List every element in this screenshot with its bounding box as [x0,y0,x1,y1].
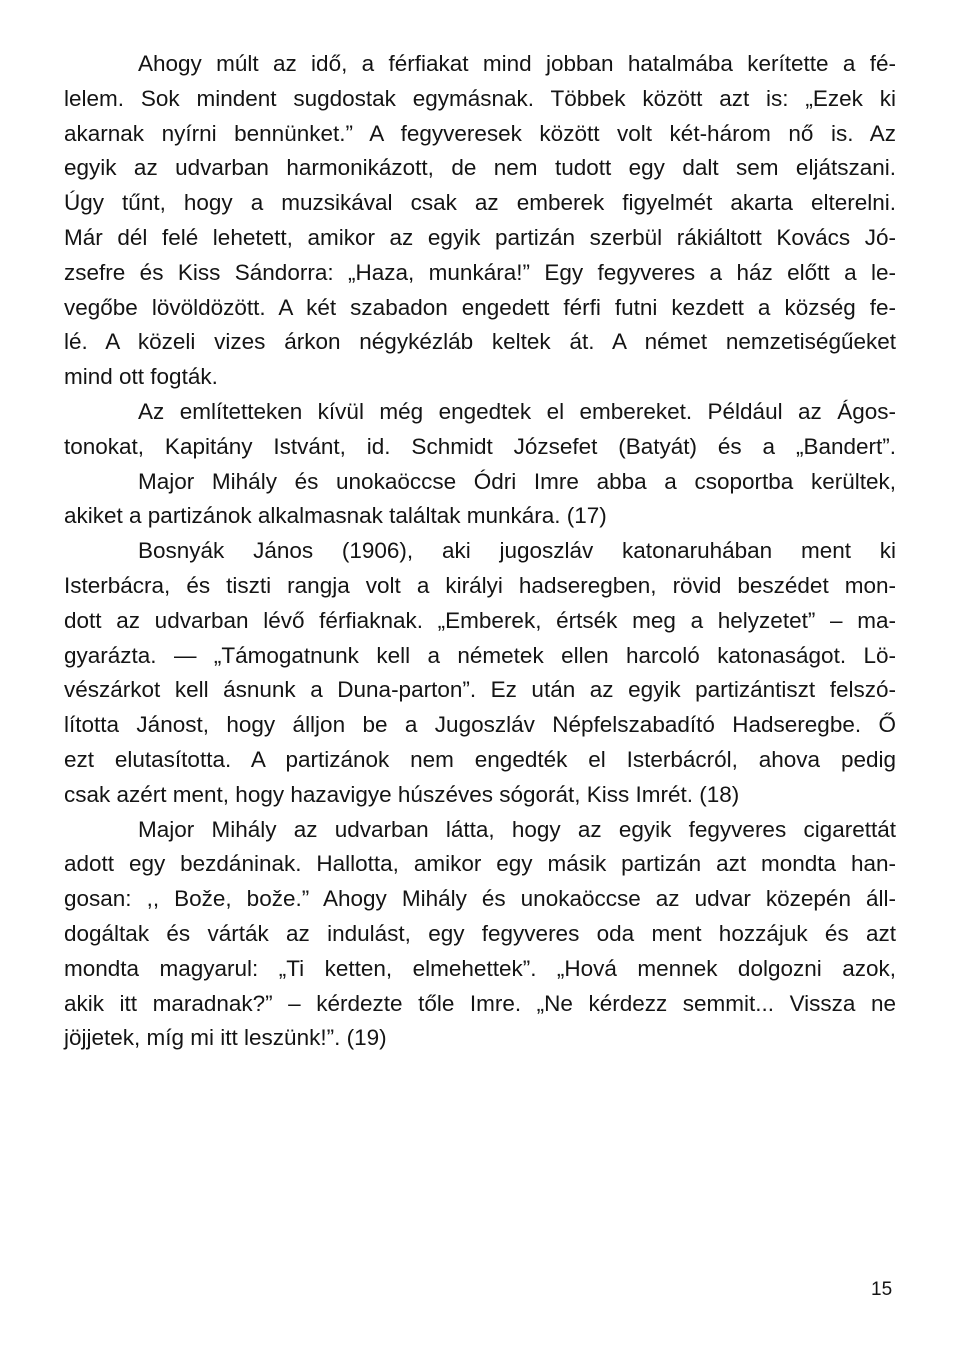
text-line: akarnak nyírni bennünket.” A fegyveresek között volt két-három nő is. Az [64,120,896,146]
text-line: mind ott fogták. [64,364,218,390]
text-line: Isterbácra, és tiszti rangja volt a királyi hadseregben, rövid beszédet mon- [64,572,896,598]
text-line: akik itt maradnak?” – kérdezte tőle Imre. „Ne kérdezz semmit... Vissza ne [64,990,896,1016]
text-line: zsefre és Kiss Sándorra: „Haza, munkára!” Egy fegyveres a ház előtt a le- [64,259,896,285]
text-line: gyarázta. — „Támogatnunk kell a németek ellen harcoló katonaságot. Lö- [64,642,896,668]
text-line: adott egy bezdáninak. Hallotta, amikor egy másik partizán azt mondta han- [64,851,896,877]
text-line: gosan: ,, Bože, bože.” Ahogy Mihály és unokaöccse az udvar közepén áll- [64,886,896,912]
text-line: lé. A közeli vizes árkon négykézláb keltek át. A német nemzetiségűeket [64,329,896,355]
text-line: mondta magyarul: „Ti ketten, elmehettek”. „Hová mennek dolgozni azok, [64,955,896,981]
text-line: dogáltak és várták az indulást, egy fegyveres oda ment hozzájuk és azt [64,920,896,946]
text-line: vegőbe lövöldözött. A két szabadon engedett férfi futni kezdett a község fe- [64,294,896,320]
text-line: lította Jánost, hogy álljon be a Jugoszláv Népfelszabadító Hadseregbe. Ő [64,712,896,738]
text-line: Ahogy múlt az idő, a férfiakat mind jobban hatalmába kerítette a fé- [138,51,896,76]
text-line: Major Mihály és unokaöccse Ódri Imre abba a csoportba kerültek, [138,468,896,494]
page-number: 15 [871,1279,893,1300]
text-line: Úgy tűnt, hogy a muzsikával csak az emberek figyelmét akarta elterelni. [64,190,896,216]
text-line: egyik az udvarban harmonikázott, de nem tudott egy dalt sem eljátszani. [64,155,896,181]
text-line: Major Mihály az udvarban látta, hogy az egyik fegyveres cigarettát [138,816,896,842]
body-text [64,47,896,1056]
text-line: Az említetteken kívül még engedtek el embereket. Például az Ágos- [138,398,896,424]
text-line: dott az udvarban lévő férfiaknak. „Emberek, értsék meg a helyzetet” – ma- [64,607,896,633]
text-line: ezt elutasította. A partizánok nem engedték el Isterbácról, ahova pedig [64,746,896,772]
text-line: jöjjetek, míg mi itt leszünk!”. (19) [64,1025,387,1051]
text-line: tonokat, Kapitány Istvánt, id. Schmidt Józsefet (Batyát) és a „Bandert”. [64,433,896,459]
text-line: akiket a partizánok alkalmasnak találtak munkára. (17) [64,503,607,529]
text-line: Bosnyák János (1906), aki jugoszláv katonaruhában ment ki [138,538,896,564]
text-line: vészárkot kell ásnunk a Duna-parton”. Ez után az egyik partizántiszt felszó- [64,677,896,703]
text-line: Már dél felé lehetett, amikor az egyik partizán szerbül rákiáltott Kovács Jó- [64,224,896,250]
text-line: csak azért ment, hogy hazavigye húszéves sógorát, Kiss Imrét. (18) [64,781,740,807]
text-line: lelem. Sok mindent sugdostak egymásnak. Többek között azt is: „Ezek ki [64,85,896,111]
